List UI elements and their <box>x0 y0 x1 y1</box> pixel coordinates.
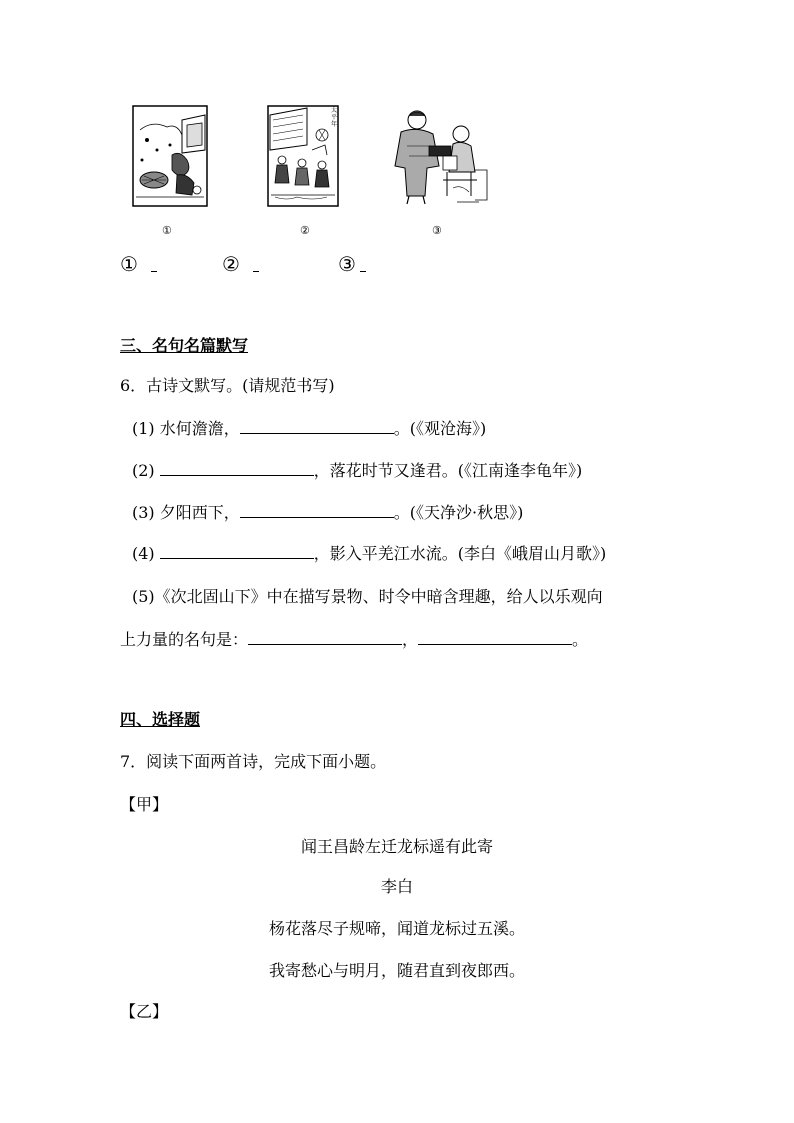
q6-item-1-after: 。(《观沧海》) <box>393 419 487 438</box>
answer-blank-3[interactable] <box>360 271 366 272</box>
q7-title: 7．阅读下面两首诗，完成下面小题。 <box>120 752 387 771</box>
poem-line-1: 杨花落尽子规啼，闻道龙标过五溪。 <box>268 919 525 938</box>
poem-line-2: 我寄愁心与明月，随君直到夜郎西。 <box>268 961 525 980</box>
q6-item-5-line2 <box>120 630 588 650</box>
q6-item-1 <box>132 419 486 439</box>
q6-item-5-prefix: 上力量的名句是： <box>120 630 249 649</box>
answer-blank-2[interactable] <box>253 271 259 272</box>
q6-item-1-before: 水何澹澹， <box>159 419 240 438</box>
illustration-2 <box>267 105 345 207</box>
q6-item-3-after: 。(《天净沙·秋思》) <box>393 503 524 522</box>
q6-item-5-blank-1[interactable] <box>248 630 402 645</box>
poem-title: 闻王昌龄左迁龙标遥有此寄 <box>300 837 493 856</box>
q6-title: 6．古诗文默写。(请规范书写) <box>120 376 335 395</box>
image-label-3: ③ <box>432 224 442 237</box>
illustration-1 <box>132 105 208 207</box>
q6-item-3-blank[interactable] <box>240 503 394 518</box>
poem-author: 李白 <box>380 877 413 896</box>
answer-item-3: ③ <box>338 252 356 276</box>
answer-item-1: ① <box>120 252 138 276</box>
illustration-3 <box>387 106 493 208</box>
illustration-1-drawing <box>132 105 208 207</box>
q6-item-4-after: ，影入平羌江水流。(李白《峨眉山月歌》) <box>313 544 607 563</box>
image-label-2: ② <box>300 224 310 237</box>
q6-item-4-blank[interactable] <box>160 544 314 559</box>
q6-item-5-end: 。 <box>572 630 589 649</box>
q6-item-3 <box>132 503 523 523</box>
jia-label: 【甲】 <box>120 795 169 814</box>
answer-item-2: ② <box>222 252 240 276</box>
q6-item-5-blank-2[interactable] <box>418 630 572 645</box>
illustration-2-caption: 太平年 <box>331 107 338 128</box>
image-label-1: ① <box>162 224 172 237</box>
q6-item-4 <box>132 544 606 564</box>
q6-item-3-before: 夕阳西下， <box>159 503 240 522</box>
q6-item-5-line1: (5)《次北固山下》中在描写景物、时令中暗含理趣，给人以乐观向 <box>132 587 603 606</box>
yi-label: 【乙】 <box>120 1002 169 1021</box>
q6-item-3-num: (3) <box>132 503 155 522</box>
q6-item-2-after: ，落花时节又逢君。(《江南逢李龟年》) <box>313 461 583 480</box>
q6-item-2-blank[interactable] <box>160 461 314 476</box>
section3-heading: 三、名句名篇默写 <box>120 336 249 355</box>
q6-item-1-num: (1) <box>132 419 155 438</box>
section4-heading: 四、选择题 <box>120 710 201 729</box>
q6-item-2-num: (2) <box>132 461 155 480</box>
illustration-3-drawing <box>387 106 493 208</box>
q6-item-5-mid: ， <box>402 630 419 649</box>
q6-item-1-blank[interactable] <box>240 419 394 434</box>
q6-item-2 <box>132 461 582 481</box>
q6-item-4-num: (4) <box>132 544 155 563</box>
answer-blank-1[interactable] <box>151 271 157 272</box>
